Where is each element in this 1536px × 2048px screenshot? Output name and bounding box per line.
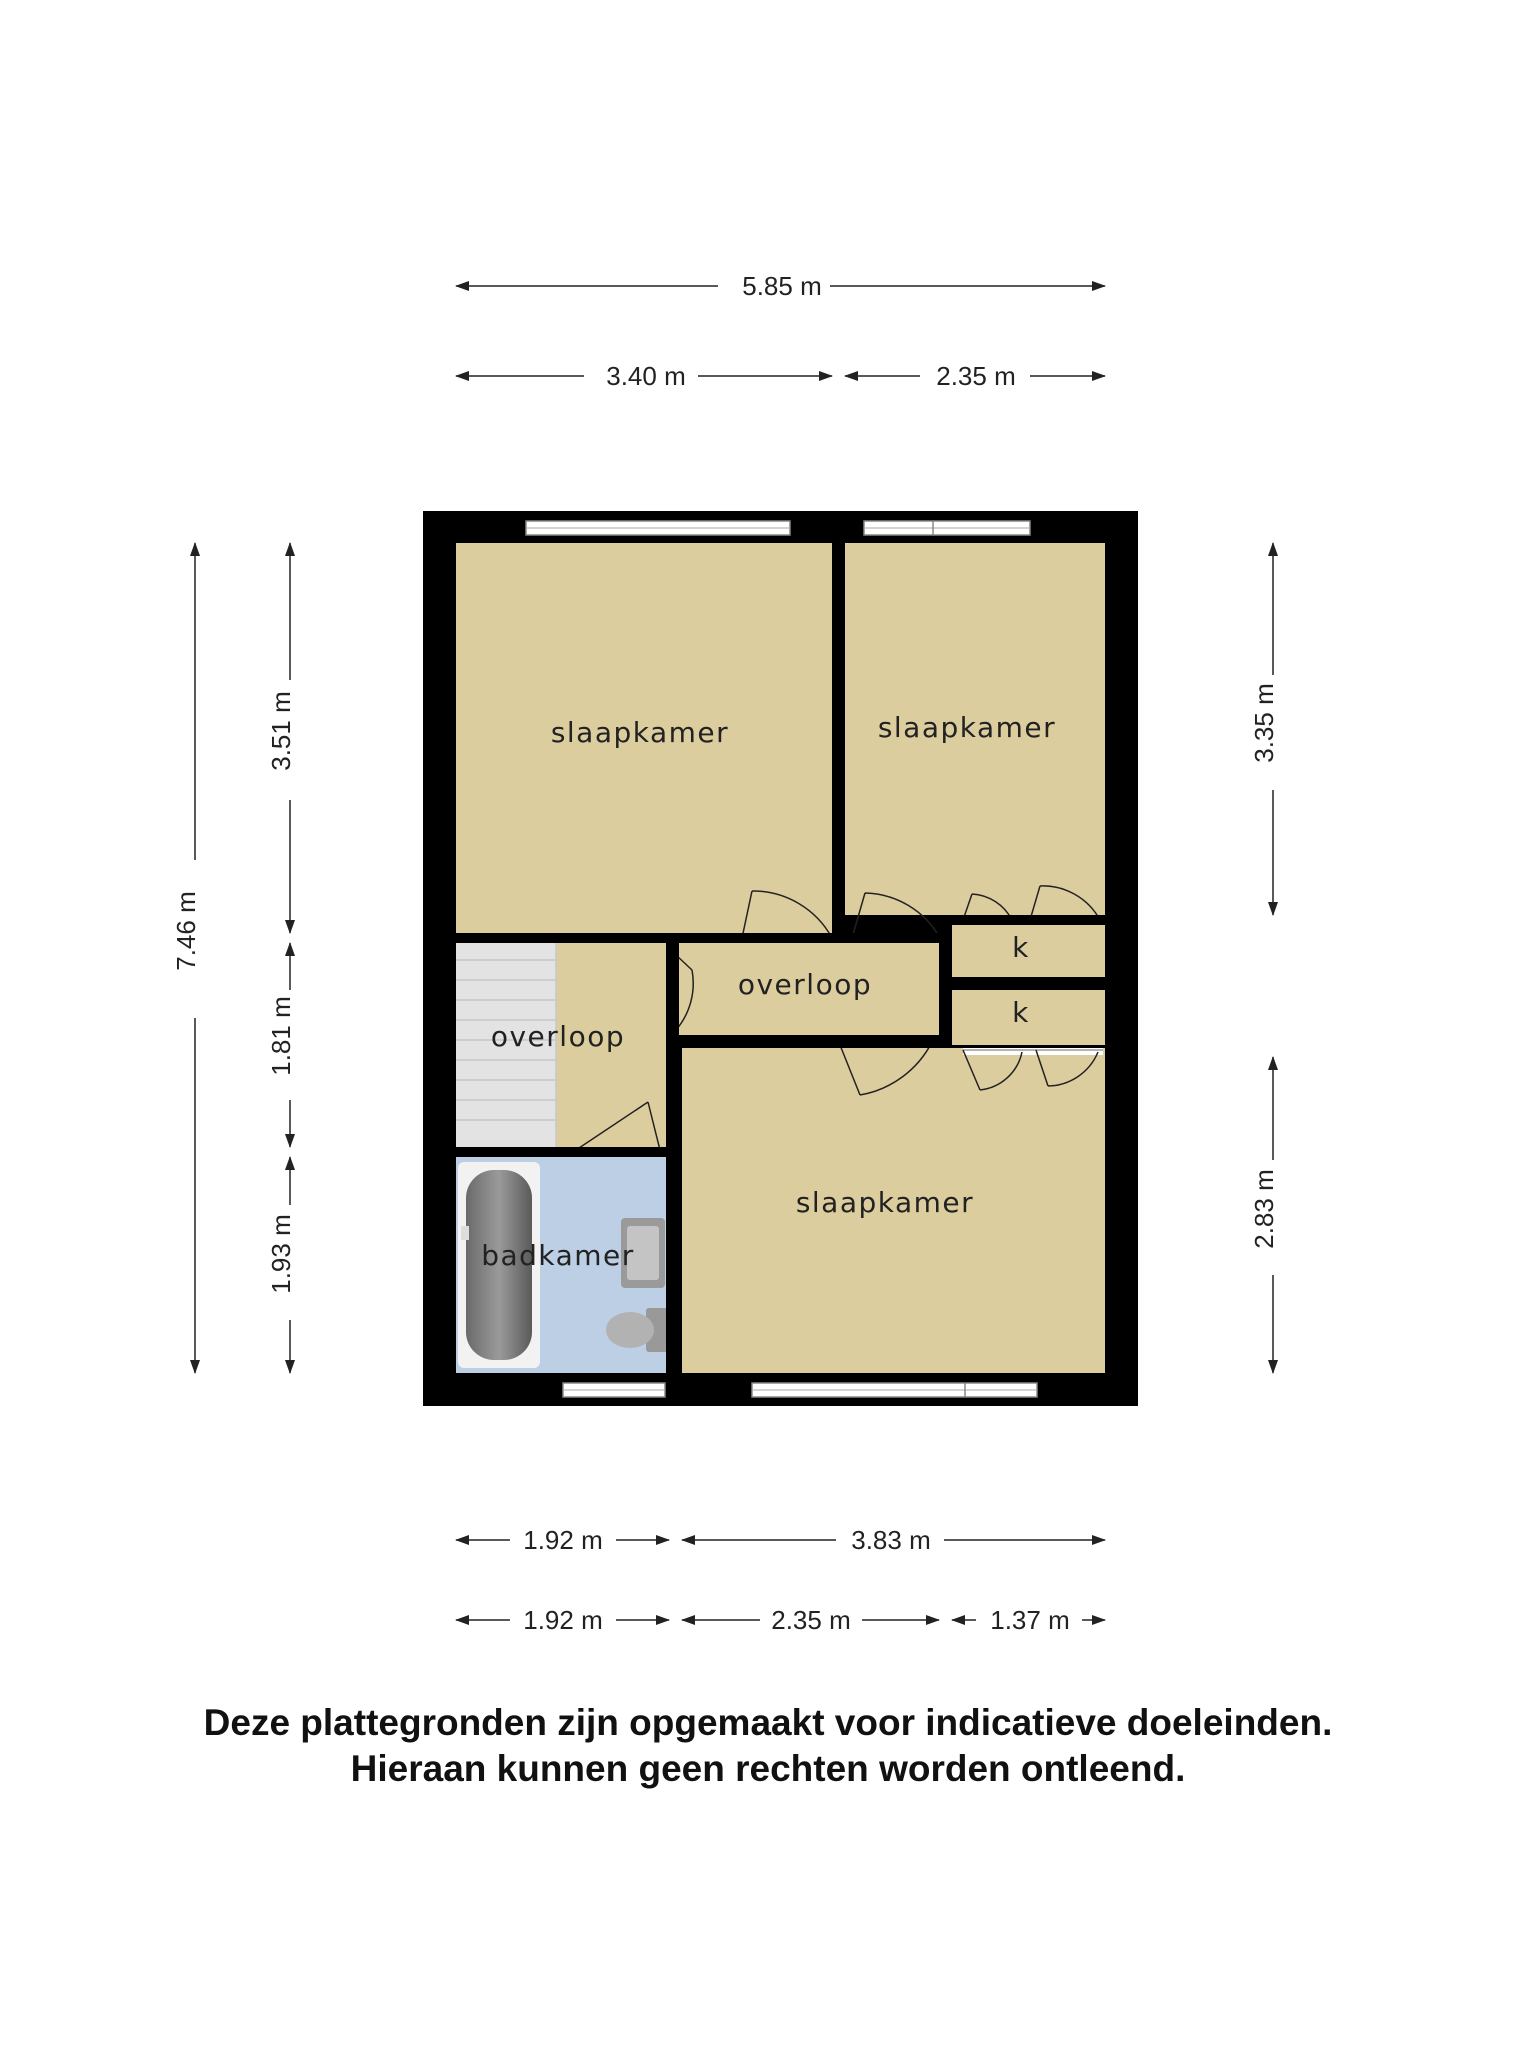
room-label-closet-bottom: k: [1012, 996, 1030, 1029]
room-label-bathroom: badkamer: [481, 1239, 635, 1272]
room-label-bedroom-top-right: slaapkamer: [877, 711, 1057, 744]
dim-right-bottom: 2.83 m: [1249, 1169, 1279, 1249]
room-label-bedroom-bottom: slaapkamer: [795, 1186, 975, 1219]
dim-left-total: 7.46 m: [171, 891, 201, 971]
disclaimer-line-1: Deze plattegronden zijn opgemaakt voor indicatieve doeleinden.: [203, 1702, 1333, 1743]
window-bottom-left: [563, 1383, 665, 1397]
dim-bottom2-middle: 2.35 m: [771, 1605, 851, 1635]
dim-right-top: 3.35 m: [1249, 683, 1279, 763]
dim-left-middle: 1.81 m: [266, 996, 296, 1076]
dim-bottom1-right: 3.83 m: [851, 1525, 931, 1555]
dim-top-right: 2.35 m: [936, 361, 1016, 391]
window-top-right: [864, 521, 1030, 535]
room-label-closet-top: k: [1012, 931, 1030, 964]
disclaimer: [0, 1700, 1536, 1792]
dim-bottom1-left: 1.92 m: [523, 1525, 603, 1555]
room-label-bedroom-top-left: slaapkamer: [550, 716, 730, 749]
dim-left-bottom: 1.93 m: [266, 1214, 296, 1294]
dim-bottom2-right: 1.37 m: [990, 1605, 1070, 1635]
dim-left-top: 3.51 m: [266, 691, 296, 771]
dim-top-left: 3.40 m: [606, 361, 686, 391]
disclaimer-line-2: Hieraan kunnen geen rechten worden ontleend.: [350, 1748, 1186, 1789]
window-bottom-right: [752, 1383, 1037, 1397]
room-label-landing-left: overloop: [490, 1020, 626, 1053]
room-label-landing-center: overloop: [737, 968, 873, 1001]
dim-bottom2-left: 1.92 m: [523, 1605, 603, 1635]
window-top-left: [526, 521, 790, 535]
dim-top-total: 5.85 m: [742, 271, 822, 301]
